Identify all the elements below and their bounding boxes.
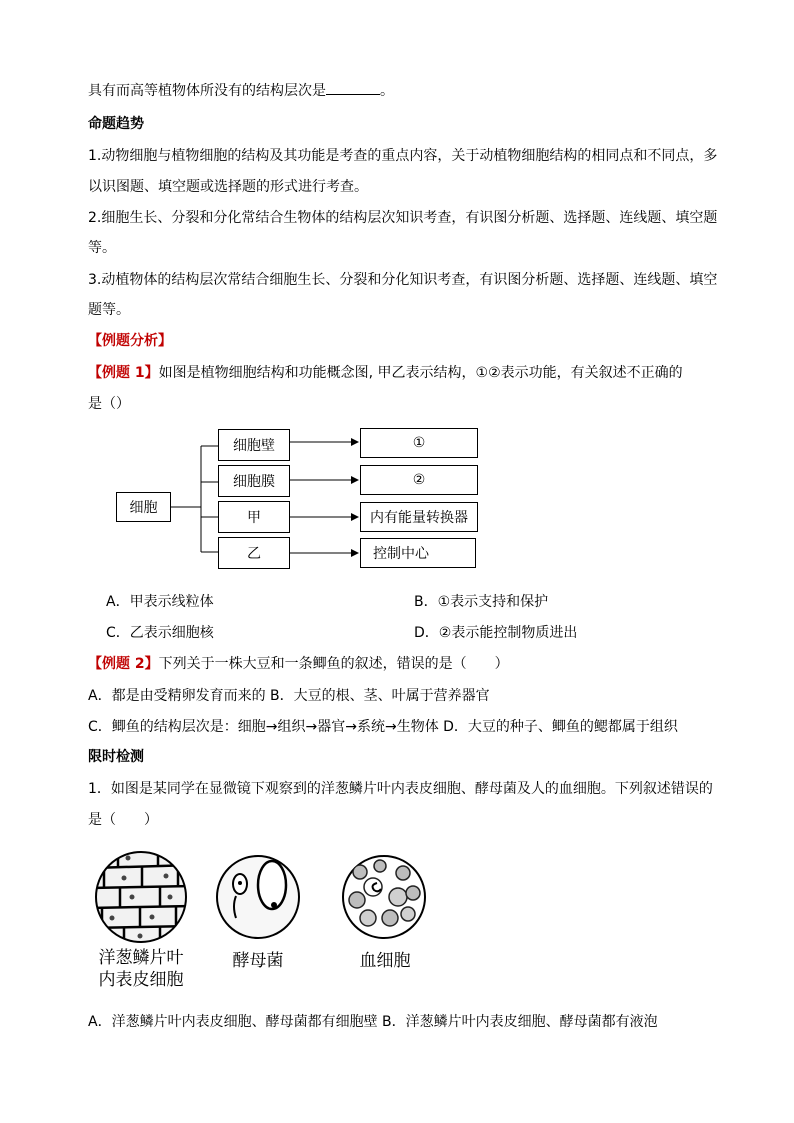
trend-p3-line2: 题等。 bbox=[88, 302, 130, 318]
q1-option-line: A．洋葱鳞片叶内表皮细胞、酵母菌都有细胞壁 B．洋葱鳞片叶内表皮细胞、酵母菌都有液泡 bbox=[88, 1014, 658, 1030]
blood-label: 血细胞 bbox=[359, 951, 411, 971]
ex1-stem: 如图是植物细胞结构和功能概念图, 甲乙表示结构，①②表示功能，有关叙述不正确的 bbox=[158, 365, 683, 381]
ex1-option-b: B．①表示支持和保护 bbox=[414, 594, 549, 610]
yeast-figure bbox=[217, 856, 299, 938]
trend-p1-line2: 以识图题、填空题或选择题的形式进行考查。 bbox=[88, 179, 368, 195]
ex2-stem: 下列关于一株大豆和一条鲫鱼的叙述，错误的是（ ） bbox=[158, 656, 509, 672]
examples-heading: 【例题分析】 bbox=[88, 333, 172, 349]
trend-p1-line1: 1.动物细胞与植物细胞的结构及其功能是考查的重点内容，关于动植物细胞结构的相同点和不同点，多 bbox=[88, 148, 718, 164]
function-node: ② bbox=[360, 465, 478, 495]
onion-label bbox=[88, 947, 194, 991]
ex1-option-a: A．甲表示线粒体 bbox=[106, 594, 214, 610]
root-node: 细胞 bbox=[116, 492, 171, 522]
test-heading: 限时检测 bbox=[88, 749, 144, 765]
ex1-stem-line2: 是（） bbox=[88, 396, 130, 412]
intro-end: 。 bbox=[380, 83, 394, 99]
yeast-label: 酵母菌 bbox=[232, 951, 284, 971]
ex2-options-line1: A．都是由受精卵发育而来的 B．大豆的根、茎、叶属于营养器官 bbox=[88, 688, 490, 704]
function-node: ① bbox=[360, 428, 478, 458]
onion-cells-figure bbox=[90, 850, 195, 945]
blood-cells-figure bbox=[343, 856, 425, 938]
trend-heading: 命题趋势 bbox=[88, 116, 144, 132]
ex2-tag: 【例题 2】 bbox=[88, 656, 159, 672]
ex1-option-c: C．乙表示细胞核 bbox=[106, 625, 214, 641]
ex1-option-d: D．②表示能控制物质进出 bbox=[414, 625, 578, 641]
function-node: 控制中心 bbox=[360, 538, 476, 568]
onion-label-line1: 洋葱鳞片叶 bbox=[98, 948, 184, 968]
function-node: 内有能量转换器 bbox=[360, 502, 478, 532]
intro-text: 具有而高等植物体所没有的结构层次是 bbox=[88, 83, 326, 99]
onion-label-line2: 内表皮细胞 bbox=[98, 970, 184, 990]
trend-p2-line2: 等。 bbox=[88, 240, 116, 256]
trend-p2-line1: 2.细胞生长、分裂和分化常结合生物体的结构层次知识考查，有识图分析题、选择题、连线题、填空题 bbox=[88, 210, 718, 226]
trend-p3-line1: 3.动植物体的结构层次常结合细胞生长、分裂和分化知识考查，有识图分析题、选择题、连线题、填空 bbox=[88, 272, 718, 288]
structure-node: 细胞壁 bbox=[218, 429, 290, 461]
ex2-options-line2: C．鲫鱼的结构层次是：细胞→组织→器官→系统→生物体 D．大豆的种子、鲫鱼的鳃都属于组织 bbox=[88, 719, 678, 735]
q1-stem-line2: 是（ ） bbox=[88, 812, 158, 828]
structure-node: 乙 bbox=[218, 537, 290, 569]
q1-stem-line1: 1．如图是某同学在显微镜下观察到的洋葱鳞片叶内表皮细胞、酵母菌及人的血细胞。下列叙述错误的 bbox=[88, 781, 713, 797]
structure-node: 细胞膜 bbox=[218, 465, 290, 497]
structure-node: 甲 bbox=[218, 501, 290, 533]
ex1-tag: 【例题 1】 bbox=[88, 365, 159, 381]
